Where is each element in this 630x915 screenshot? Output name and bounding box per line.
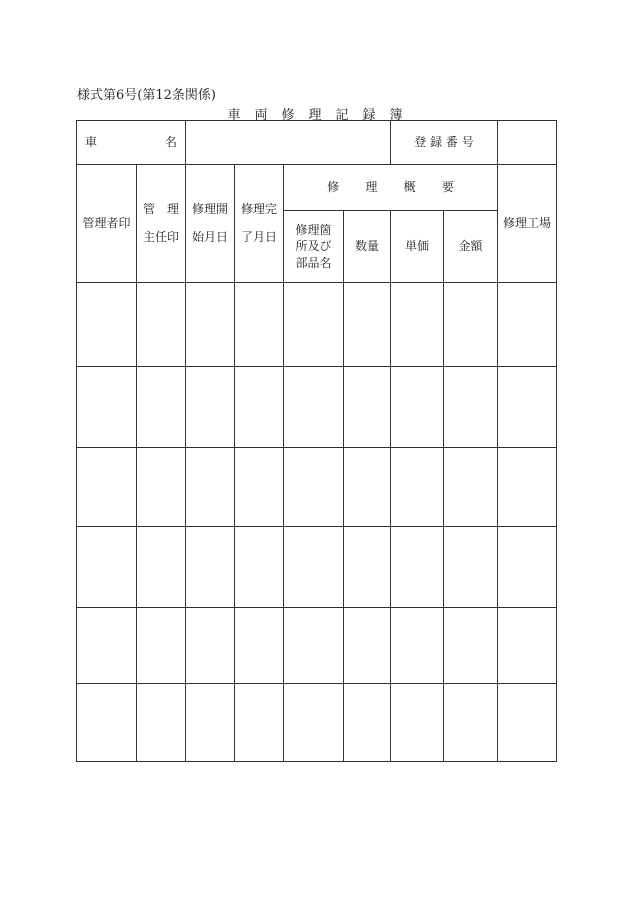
manager-seal-cell[interactable]: [77, 527, 137, 608]
repair-parts-header: [284, 211, 344, 283]
parts-line3: 部品名: [295, 255, 332, 270]
title-char: 両: [254, 108, 268, 123]
repair-shop-cell[interactable]: [498, 367, 557, 448]
start-date-cell[interactable]: [186, 283, 235, 367]
table-row: [77, 608, 557, 684]
quantity-cell[interactable]: [344, 684, 391, 762]
start-date-line2: 始月日: [191, 229, 228, 244]
manager-seal-cell[interactable]: [77, 684, 137, 762]
end-date-cell[interactable]: [235, 448, 284, 527]
unit-price-cell[interactable]: [391, 283, 444, 367]
quantity-cell[interactable]: [344, 283, 391, 367]
unit-price-cell[interactable]: [391, 367, 444, 448]
header-row-1: [77, 165, 557, 211]
table-row: [77, 283, 557, 367]
start-date-line1: 修理開: [191, 201, 228, 216]
manager-seal-cell[interactable]: [77, 448, 137, 527]
parts-cell[interactable]: [284, 448, 344, 527]
repair-shop-cell[interactable]: [498, 527, 557, 608]
table-row: [77, 684, 557, 762]
quantity-cell[interactable]: [344, 608, 391, 684]
amount-cell[interactable]: [444, 527, 498, 608]
amount-cell[interactable]: [444, 283, 498, 367]
vehicle-name-field[interactable]: [186, 121, 391, 165]
title-char: 記: [335, 108, 349, 123]
repair-shop-header: 修理工場: [498, 165, 557, 283]
end-date-line1: 修理完: [240, 201, 277, 216]
summary-char: 要: [441, 179, 454, 194]
vehicle-info-row: [77, 121, 557, 165]
supervisor-seal-line1: 管 理: [142, 201, 179, 216]
vehicle-name-label-left: 車: [85, 134, 98, 149]
amount-cell[interactable]: [444, 448, 498, 527]
manager-seal-header: 管理者印: [77, 165, 137, 283]
end-date-cell[interactable]: [235, 608, 284, 684]
repair-ledger-table: [76, 120, 557, 762]
supervisor-seal-cell[interactable]: [137, 367, 186, 448]
manager-seal-cell[interactable]: [77, 283, 137, 367]
parts-cell[interactable]: [284, 527, 344, 608]
table-row: [77, 367, 557, 448]
title-char: 簿: [389, 108, 403, 123]
vehicle-name-label: [77, 121, 186, 165]
parts-line1: 修理箇: [295, 223, 332, 238]
repair-shop-cell[interactable]: [498, 283, 557, 367]
unit-price-cell[interactable]: [391, 608, 444, 684]
quantity-cell[interactable]: [344, 367, 391, 448]
quantity-header: 数量: [344, 211, 391, 283]
title-char: 録: [362, 108, 376, 123]
title-char: 理: [308, 108, 322, 123]
supervisor-seal-header: [137, 165, 186, 283]
parts-cell[interactable]: [284, 367, 344, 448]
table-row: [77, 448, 557, 527]
parts-line2: 所及び: [295, 239, 332, 254]
amount-cell[interactable]: [444, 367, 498, 448]
start-date-cell[interactable]: [186, 527, 235, 608]
supervisor-seal-cell[interactable]: [137, 527, 186, 608]
summary-char: 理: [365, 179, 378, 194]
end-date-cell[interactable]: [235, 283, 284, 367]
summary-char: 概: [403, 179, 416, 194]
amount-cell[interactable]: [444, 684, 498, 762]
supervisor-seal-cell[interactable]: [137, 684, 186, 762]
start-date-cell[interactable]: [186, 684, 235, 762]
end-date-header: [235, 165, 284, 283]
parts-cell[interactable]: [284, 283, 344, 367]
amount-header: 金額: [444, 211, 498, 283]
manager-seal-cell[interactable]: [77, 608, 137, 684]
start-date-cell[interactable]: [186, 608, 235, 684]
end-date-cell[interactable]: [235, 684, 284, 762]
supervisor-seal-cell[interactable]: [137, 608, 186, 684]
amount-cell[interactable]: [444, 608, 498, 684]
unit-price-cell[interactable]: [391, 527, 444, 608]
table-row: [77, 527, 557, 608]
manager-seal-cell[interactable]: [77, 367, 137, 448]
unit-price-header: 単価: [391, 211, 444, 283]
end-date-line2: 了月日: [240, 229, 277, 244]
vehicle-name-label-right: 名: [164, 134, 177, 149]
unit-price-cell[interactable]: [391, 448, 444, 527]
parts-cell[interactable]: [284, 608, 344, 684]
parts-cell[interactable]: [284, 684, 344, 762]
supervisor-seal-cell[interactable]: [137, 283, 186, 367]
repair-shop-cell[interactable]: [498, 684, 557, 762]
summary-char: 修: [327, 179, 340, 194]
form-number: 様式第6号(第12条関係): [77, 88, 216, 103]
title-char: 修: [281, 108, 295, 123]
start-date-cell[interactable]: [186, 367, 235, 448]
repair-shop-cell[interactable]: [498, 608, 557, 684]
start-date-cell[interactable]: [186, 448, 235, 527]
repair-shop-cell[interactable]: [498, 448, 557, 527]
quantity-cell[interactable]: [344, 448, 391, 527]
end-date-cell[interactable]: [235, 527, 284, 608]
registration-number-field[interactable]: [498, 121, 557, 165]
repair-summary-header: [284, 165, 498, 211]
supervisor-seal-cell[interactable]: [137, 448, 186, 527]
registration-number-label: 登 録 番 号: [391, 121, 498, 165]
supervisor-seal-line2: 主任印: [142, 229, 179, 244]
end-date-cell[interactable]: [235, 367, 284, 448]
quantity-cell[interactable]: [344, 527, 391, 608]
title-char: 車: [227, 108, 241, 123]
start-date-header: [186, 165, 235, 283]
unit-price-cell[interactable]: [391, 684, 444, 762]
